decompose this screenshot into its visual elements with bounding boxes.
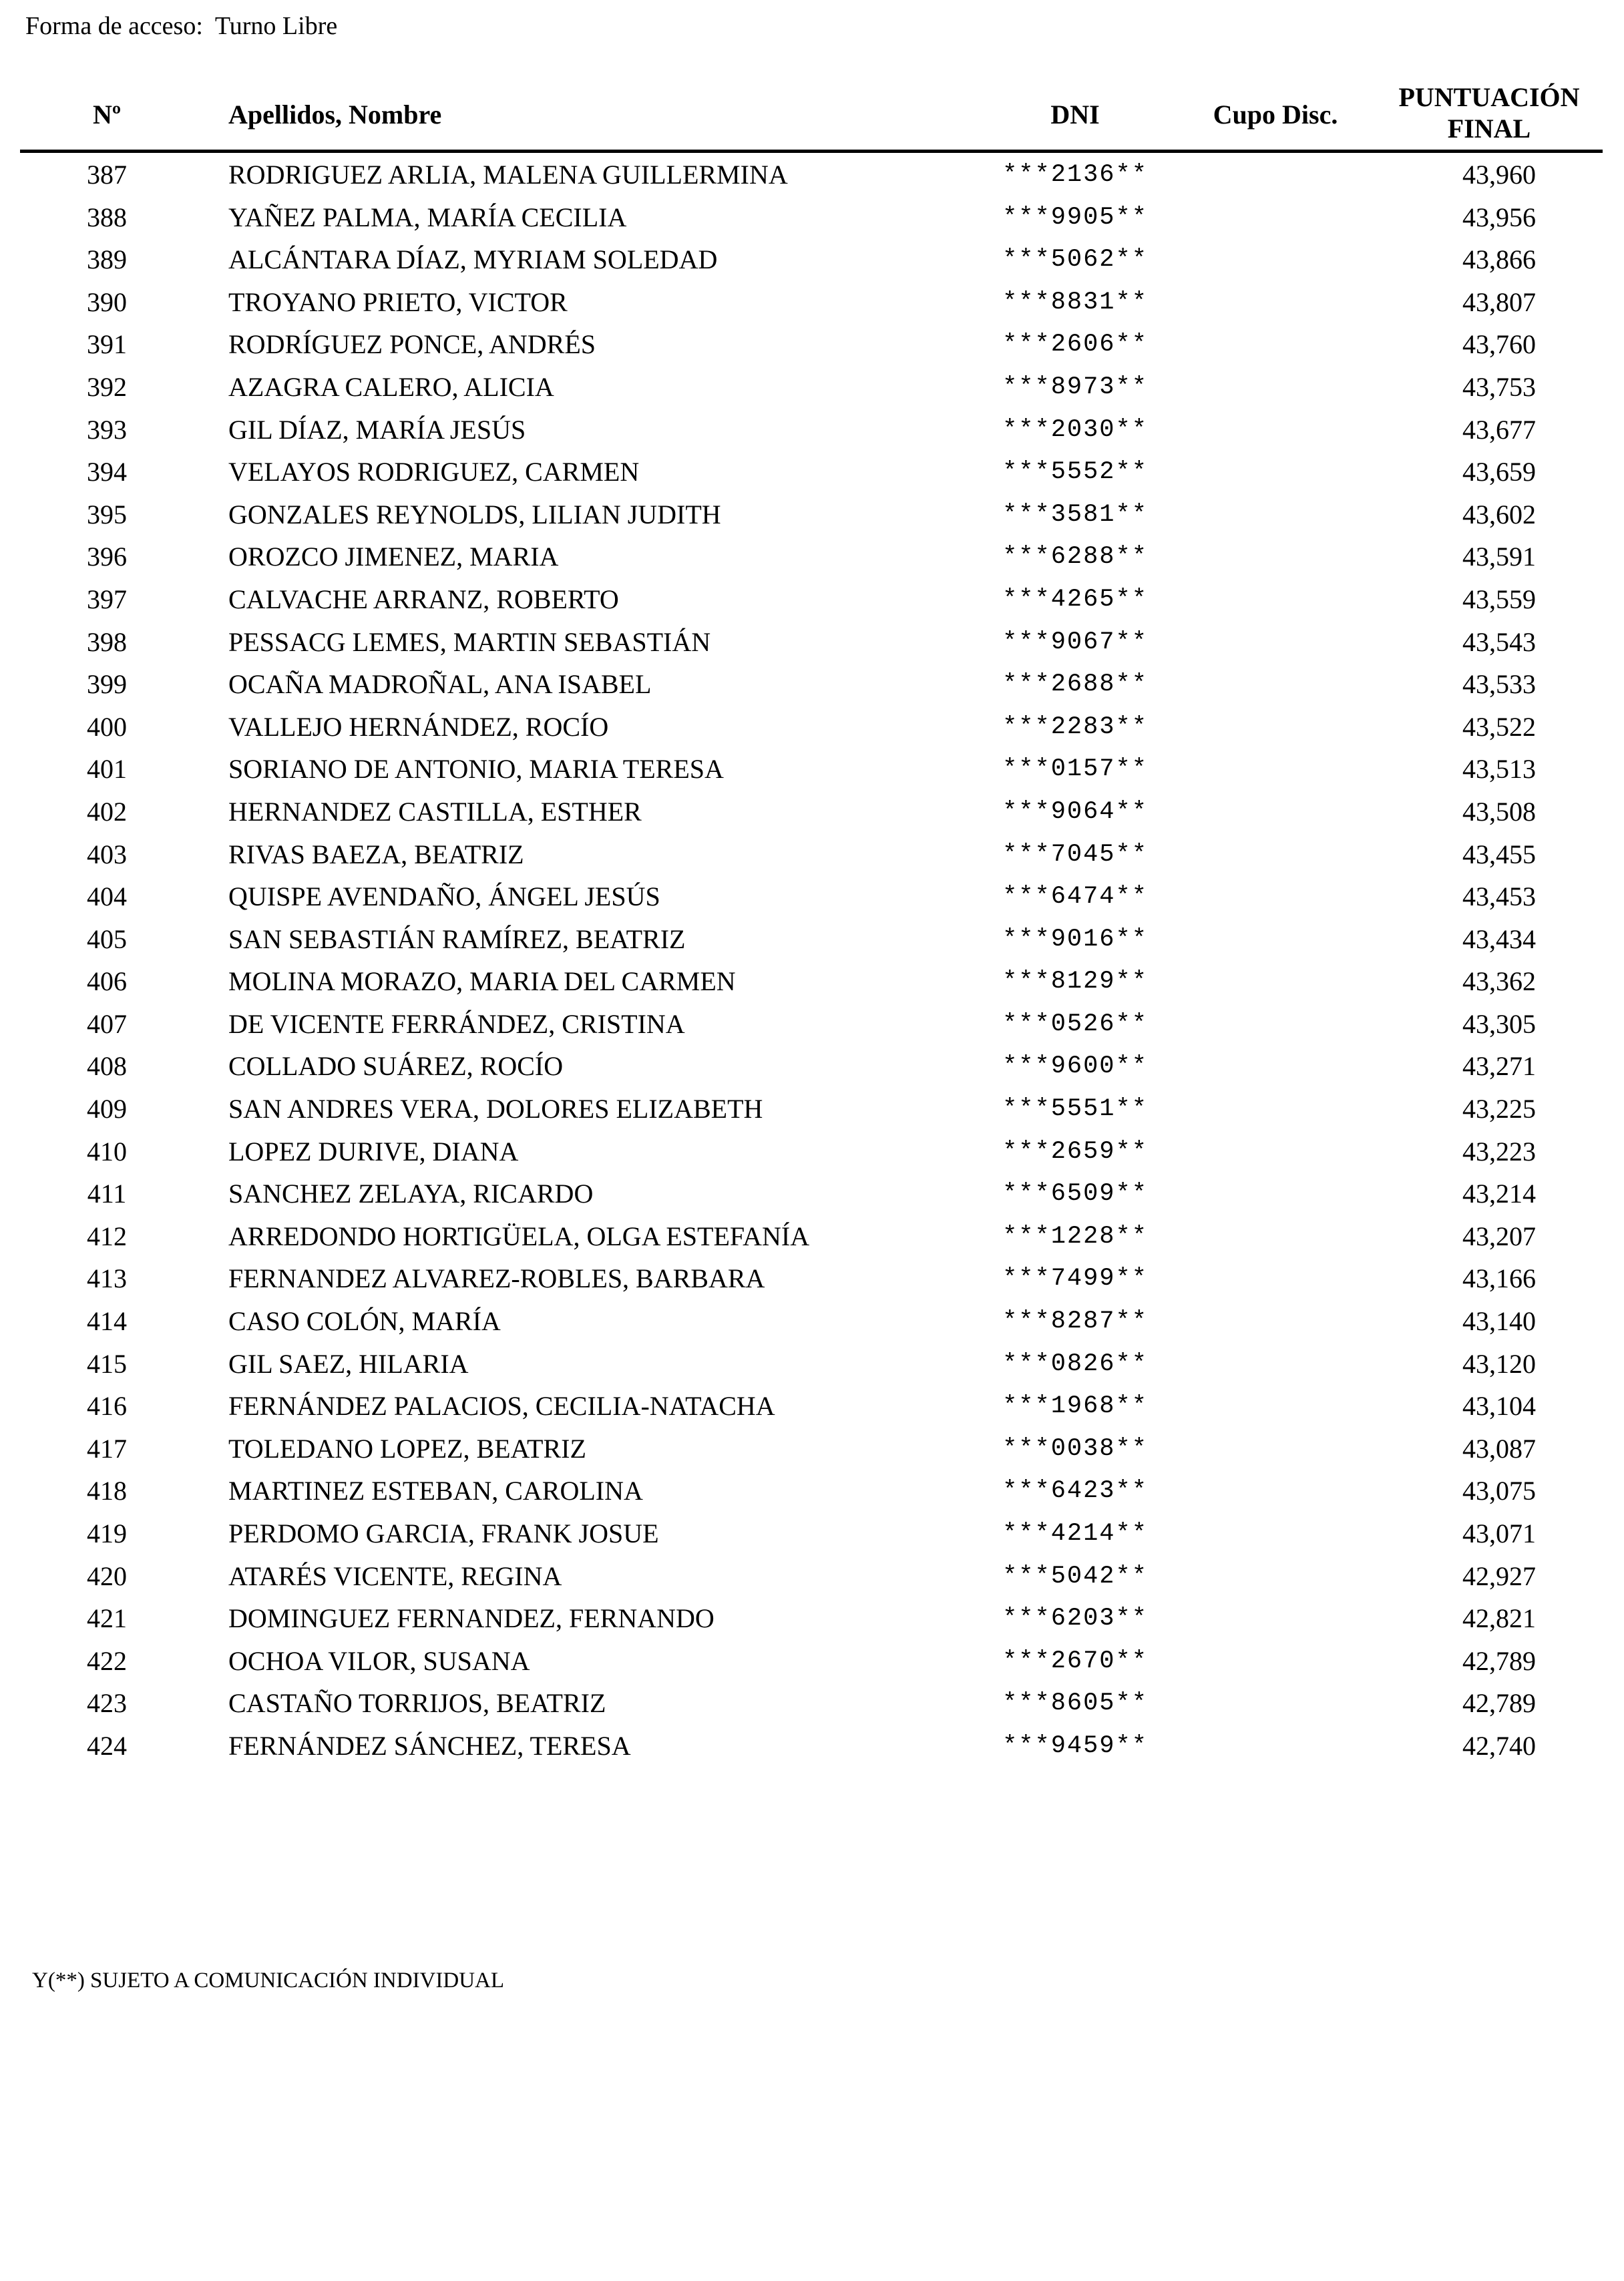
row-name: CALVACHE ARRANZ, ROBERTO (228, 584, 619, 614)
row-score: 43,455 (1462, 839, 1536, 869)
header-dni: DNI (1050, 99, 1100, 130)
row-name: OCAÑA MADROÑAL, ANA ISABEL (228, 669, 652, 700)
row-dni: ***4214** (1002, 1520, 1148, 1548)
row-score: 43,104 (1462, 1391, 1536, 1422)
row-num: 393 (87, 414, 127, 445)
row-name: GIL DÍAZ, MARÍA JESÚS (228, 414, 526, 445)
row-score: 43,591 (1462, 542, 1536, 572)
row-score: 43,956 (1462, 202, 1536, 232)
row-name: FERNÁNDEZ PALACIOS, CECILIA-NATACHA (228, 1391, 775, 1422)
row-num: 407 (87, 1008, 127, 1039)
row-dni: ***0038** (1002, 1434, 1148, 1463)
row-name: RODRIGUEZ ARLIA, MALENA GUILLERMINA (228, 160, 788, 190)
row-score: 43,508 (1462, 796, 1536, 827)
row-name: CASTAÑO TORRIJOS, BEATRIZ (228, 1688, 606, 1719)
row-name: HERNANDEZ CASTILLA, ESTHER (228, 796, 642, 827)
row-dni: ***2283** (1002, 712, 1148, 741)
row-dni: ***5062** (1002, 246, 1148, 274)
access-line (25, 9, 337, 43)
row-num: 405 (87, 923, 127, 954)
header-rule (20, 150, 1603, 153)
row-score: 43,071 (1462, 1518, 1536, 1548)
row-dni: ***8287** (1002, 1307, 1148, 1336)
table-row (0, 1257, 1624, 1300)
table-row (0, 578, 1624, 621)
row-dni: ***6288** (1002, 543, 1148, 572)
row-score: 42,821 (1462, 1603, 1536, 1634)
row-dni: ***1228** (1002, 1222, 1148, 1251)
header-score-line1: PUNTUACIÓN (1398, 82, 1580, 112)
row-score: 43,271 (1462, 1051, 1536, 1082)
row-num: 401 (87, 754, 127, 785)
row-num: 411 (87, 1179, 127, 1209)
row-score: 43,659 (1462, 457, 1536, 487)
row-score: 43,225 (1462, 1094, 1536, 1124)
row-score: 43,522 (1462, 711, 1536, 742)
row-name: VALLEJO HERNÁNDEZ, ROCÍO (228, 711, 609, 742)
table-row (0, 1640, 1624, 1683)
row-dni: ***9067** (1002, 628, 1148, 656)
row-num: 394 (87, 457, 127, 487)
row-score: 43,960 (1462, 160, 1536, 190)
table-row (0, 918, 1624, 961)
table-row (0, 451, 1624, 493)
row-name: SORIANO DE ANTONIO, MARIA TERESA (228, 754, 724, 785)
footnote: Y(**) SUJETO A COMUNICACIÓN INDIVIDUAL (32, 1968, 505, 1993)
header-score (1369, 81, 1609, 144)
table-row (0, 536, 1624, 578)
row-num: 403 (87, 839, 127, 869)
row-num: 419 (87, 1518, 127, 1548)
row-dni: ***5551** (1002, 1095, 1148, 1124)
table-row (0, 1130, 1624, 1173)
row-num: 412 (87, 1221, 127, 1251)
row-score: 42,789 (1462, 1645, 1536, 1676)
row-dni: ***9459** (1002, 1731, 1148, 1760)
row-score: 43,140 (1462, 1306, 1536, 1337)
row-score: 42,789 (1462, 1688, 1536, 1719)
row-score: 43,866 (1462, 244, 1536, 275)
table-header (0, 79, 1624, 152)
row-num: 388 (87, 202, 127, 232)
row-name: FERNÁNDEZ SÁNCHEZ, TERESA (228, 1730, 631, 1761)
row-num: 406 (87, 966, 127, 997)
table-row (0, 875, 1624, 918)
table-body (0, 154, 1624, 1768)
row-num: 398 (87, 626, 127, 657)
row-name: PESSACG LEMES, MARTIN SEBASTIÁN (228, 626, 711, 657)
row-score: 43,075 (1462, 1476, 1536, 1506)
table-row (0, 1725, 1624, 1768)
table-row (0, 1173, 1624, 1215)
header-name: Apellidos, Nombre (228, 99, 442, 130)
table-row (0, 706, 1624, 749)
row-num: 389 (87, 244, 127, 275)
row-num: 413 (87, 1263, 127, 1294)
row-score: 43,305 (1462, 1008, 1536, 1039)
table-row (0, 621, 1624, 664)
row-score: 43,214 (1462, 1179, 1536, 1209)
table-row (0, 1088, 1624, 1130)
table-row (0, 833, 1624, 876)
row-num: 392 (87, 371, 127, 402)
row-score: 43,543 (1462, 626, 1536, 657)
row-name: SAN ANDRES VERA, DOLORES ELIZABETH (228, 1094, 763, 1124)
row-score: 43,223 (1462, 1136, 1536, 1167)
row-dni: ***8973** (1002, 373, 1148, 401)
row-name: ALCÁNTARA DÍAZ, MYRIAM SOLEDAD (228, 244, 718, 275)
row-score: 43,513 (1462, 754, 1536, 785)
row-dni: ***6203** (1002, 1605, 1148, 1633)
table-row (0, 663, 1624, 706)
row-dni: ***2659** (1002, 1137, 1148, 1166)
row-dni: ***9016** (1002, 925, 1148, 954)
row-num: 420 (87, 1561, 127, 1591)
row-score: 43,207 (1462, 1221, 1536, 1251)
row-name: SANCHEZ ZELAYA, RICARDO (228, 1179, 594, 1209)
row-num: 396 (87, 542, 127, 572)
row-score: 43,760 (1462, 329, 1536, 360)
row-name: DOMINGUEZ FERNANDEZ, FERNANDO (228, 1603, 715, 1634)
access-value: Turno Libre (214, 12, 338, 40)
row-name: VELAYOS RODRIGUEZ, CARMEN (228, 457, 640, 487)
row-num: 400 (87, 711, 127, 742)
row-score: 43,559 (1462, 584, 1536, 614)
row-name: RODRÍGUEZ PONCE, ANDRÉS (228, 329, 596, 360)
row-name: PERDOMO GARCIA, FRANK JOSUE (228, 1518, 659, 1548)
table-row (0, 493, 1624, 536)
row-num: 414 (87, 1306, 127, 1337)
access-label: Forma de acceso: (25, 12, 203, 40)
table-row (0, 1215, 1624, 1258)
row-dni: ***8605** (1002, 1689, 1148, 1718)
row-dni: ***6423** (1002, 1477, 1148, 1506)
table-row (0, 1682, 1624, 1725)
row-name: MARTINEZ ESTEBAN, CAROLINA (228, 1476, 643, 1506)
row-dni: ***5042** (1002, 1562, 1148, 1591)
row-name: SAN SEBASTIÁN RAMÍREZ, BEATRIZ (228, 923, 686, 954)
table-row (0, 238, 1624, 281)
table-row (0, 1597, 1624, 1640)
row-name: GIL SAEZ, HILARIA (228, 1348, 469, 1379)
row-num: 423 (87, 1688, 127, 1719)
row-num: 391 (87, 329, 127, 360)
row-dni: ***2606** (1002, 331, 1148, 359)
row-dni: ***1968** (1002, 1392, 1148, 1421)
row-dni: ***6474** (1002, 883, 1148, 911)
row-num: 402 (87, 796, 127, 827)
table-row (0, 1512, 1624, 1555)
row-dni: ***9600** (1002, 1052, 1148, 1081)
row-name: FERNANDEZ ALVAREZ-ROBLES, BARBARA (228, 1263, 765, 1294)
row-score: 43,753 (1462, 371, 1536, 402)
row-dni: ***6509** (1002, 1180, 1148, 1209)
row-num: 410 (87, 1136, 127, 1167)
row-dni: ***8129** (1002, 968, 1148, 996)
row-name: AZAGRA CALERO, ALICIA (228, 371, 554, 402)
row-num: 404 (87, 881, 127, 912)
row-score: 43,453 (1462, 881, 1536, 912)
row-dni: ***7045** (1002, 840, 1148, 869)
table-row (0, 1343, 1624, 1386)
table-row (0, 1045, 1624, 1088)
table-row (0, 154, 1624, 196)
row-name: QUISPE AVENDAÑO, ÁNGEL JESÚS (228, 881, 660, 912)
table-row (0, 409, 1624, 451)
row-score: 43,087 (1462, 1433, 1536, 1464)
row-name: MOLINA MORAZO, MARIA DEL CARMEN (228, 966, 736, 997)
row-dni: ***8831** (1002, 288, 1148, 317)
table-row (0, 791, 1624, 833)
row-dni: ***2030** (1002, 415, 1148, 444)
row-dni: ***4265** (1002, 585, 1148, 614)
row-score: 43,807 (1462, 286, 1536, 317)
row-dni: ***2688** (1002, 670, 1148, 699)
table-row (0, 323, 1624, 366)
row-num: 422 (87, 1645, 127, 1676)
table-row (0, 1003, 1624, 1046)
row-num: 409 (87, 1094, 127, 1124)
table-row (0, 1470, 1624, 1512)
row-name: ATARÉS VICENTE, REGINA (228, 1561, 562, 1591)
row-name: TOLEDANO LOPEZ, BEATRIZ (228, 1433, 586, 1464)
table-row (0, 196, 1624, 239)
row-num: 395 (87, 499, 127, 530)
row-num: 397 (87, 584, 127, 614)
row-name: GONZALES REYNOLDS, LILIAN JUDITH (228, 499, 721, 530)
row-dni: ***3581** (1002, 500, 1148, 529)
row-name: CASO COLÓN, MARÍA (228, 1306, 501, 1337)
row-num: 421 (87, 1603, 127, 1634)
table-row (0, 748, 1624, 791)
header-score-line2: FINAL (1447, 114, 1531, 144)
table-row (0, 960, 1624, 1003)
row-dni: ***9905** (1002, 203, 1148, 232)
header-cupo: Cupo Disc. (1213, 99, 1338, 130)
row-dni: ***0526** (1002, 1010, 1148, 1038)
row-num: 408 (87, 1051, 127, 1082)
table-row (0, 1300, 1624, 1343)
row-num: 415 (87, 1348, 127, 1379)
row-score: 42,740 (1462, 1730, 1536, 1761)
row-name: TROYANO PRIETO, VICTOR (228, 286, 568, 317)
table-row (0, 281, 1624, 324)
row-name: OCHOA VILOR, SUSANA (228, 1645, 530, 1676)
row-num: 399 (87, 669, 127, 700)
row-score: 43,362 (1462, 966, 1536, 997)
row-name: YAÑEZ PALMA, MARÍA CECILIA (228, 202, 627, 232)
row-score: 43,120 (1462, 1348, 1536, 1379)
row-score: 43,166 (1462, 1263, 1536, 1294)
row-num: 417 (87, 1433, 127, 1464)
row-dni: ***9064** (1002, 797, 1148, 826)
table-row (0, 1555, 1624, 1598)
row-score: 43,602 (1462, 499, 1536, 530)
table-row (0, 366, 1624, 409)
row-name: OROZCO JIMENEZ, MARIA (228, 542, 559, 572)
row-score: 43,677 (1462, 414, 1536, 445)
row-num: 418 (87, 1476, 127, 1506)
row-dni: ***0157** (1002, 755, 1148, 784)
row-dni: ***2136** (1002, 161, 1148, 189)
row-name: COLLADO SUÁREZ, ROCÍO (228, 1051, 564, 1082)
table-row (0, 1428, 1624, 1470)
row-dni: ***5552** (1002, 458, 1148, 487)
header-num: Nº (92, 99, 122, 130)
row-name: DE VICENTE FERRÁNDEZ, CRISTINA (228, 1008, 685, 1039)
row-name: LOPEZ DURIVE, DIANA (228, 1136, 519, 1167)
row-dni: ***0826** (1002, 1350, 1148, 1378)
row-num: 390 (87, 286, 127, 317)
row-num: 416 (87, 1391, 127, 1422)
row-score: 43,533 (1462, 669, 1536, 700)
row-num: 387 (87, 160, 127, 190)
row-num: 424 (87, 1730, 127, 1761)
row-name: RIVAS BAEZA, BEATRIZ (228, 839, 524, 869)
row-name: ARREDONDO HORTIGÜELA, OLGA ESTEFANÍA (228, 1221, 810, 1251)
row-score: 42,927 (1462, 1561, 1536, 1591)
row-dni: ***7499** (1002, 1265, 1148, 1293)
row-score: 43,434 (1462, 923, 1536, 954)
row-dni: ***2670** (1002, 1647, 1148, 1675)
table-row (0, 1385, 1624, 1428)
